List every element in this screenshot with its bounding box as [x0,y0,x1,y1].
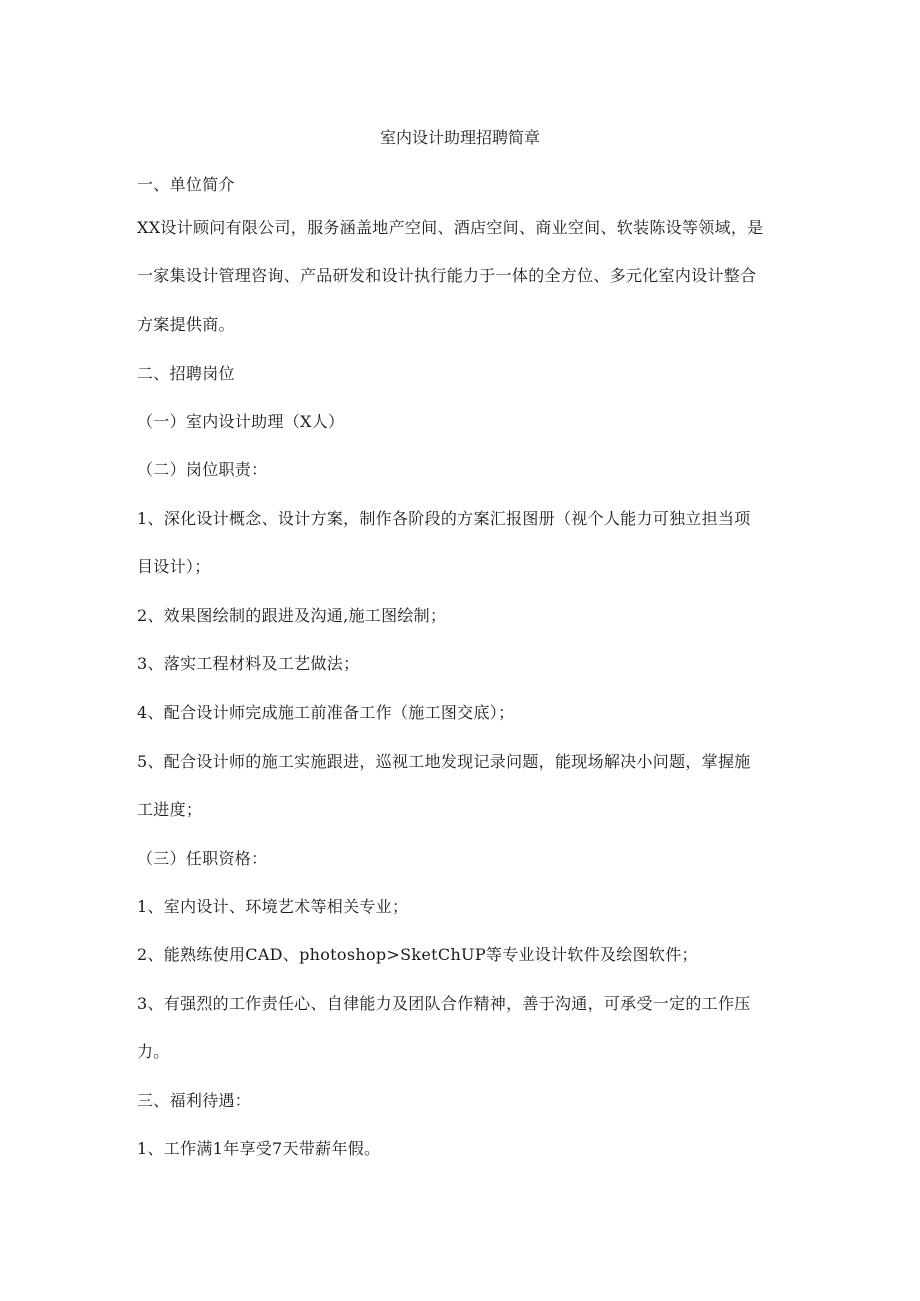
benefit-item-1: 1、工作满1年享受7天带薪年假。 [137,1139,381,1158]
subheading-qualifications: （三）任职资格： [137,849,268,868]
qualification-item-2: 2、能熟练使用CAD、photoshop>SketChUP等专业设计软件及绘图软件； [137,945,698,964]
section-heading-positions: 二、招聘岗位 [137,364,235,383]
section-heading-company-intro: 一、单位简介 [137,175,235,194]
duty-item-5-line-1: 5、配合设计师的施工实施跟进，巡视工地发现记录问题，能现场解决小问题，掌握施 [137,752,751,771]
qualification-item-1: 1、室内设计、环境艺术等相关专业； [137,897,409,916]
position-title: （一）室内设计助理（X人） [137,412,345,431]
duty-item-3: 3、落实工程材料及工艺做法； [137,654,360,673]
duty-item-5-line-2: 工进度； [137,800,203,819]
duty-item-1-line-1: 1、深化设计概念、设计方案，制作各阶段的方案汇报图册（视个人能力可独立担当项 [137,509,751,528]
duty-item-2: 2、效果图绘制的跟进及沟通,施工图绘制； [137,606,447,625]
document-title: 室内设计助理招聘简章 [379,128,540,147]
duty-item-1-line-2: 目设计）； [137,557,211,576]
qualification-item-3-line-1: 3、有强烈的工作责任心、自律能力及团队合作精神，善于沟通，可承受一定的工作压 [137,994,751,1013]
company-intro-line-1: XX设计顾问有限公司，服务涵盖地产空间、酒店空间、商业空间、软装陈设等领域，是 [137,218,764,237]
section-heading-benefits: 三、福利待遇： [137,1091,252,1110]
subheading-duties: （二）岗位职责： [137,460,268,479]
company-intro-line-2: 一家集设计管理咨询、产品研发和设计执行能力于一体的全方位、多元化室内设计整合 [137,266,757,285]
company-intro-line-3: 方案提供商。 [137,315,235,334]
duty-item-4: 4、配合设计师完成施工前准备工作（施工图交底）； [137,703,515,722]
qualification-item-3-line-2: 力。 [137,1042,170,1061]
